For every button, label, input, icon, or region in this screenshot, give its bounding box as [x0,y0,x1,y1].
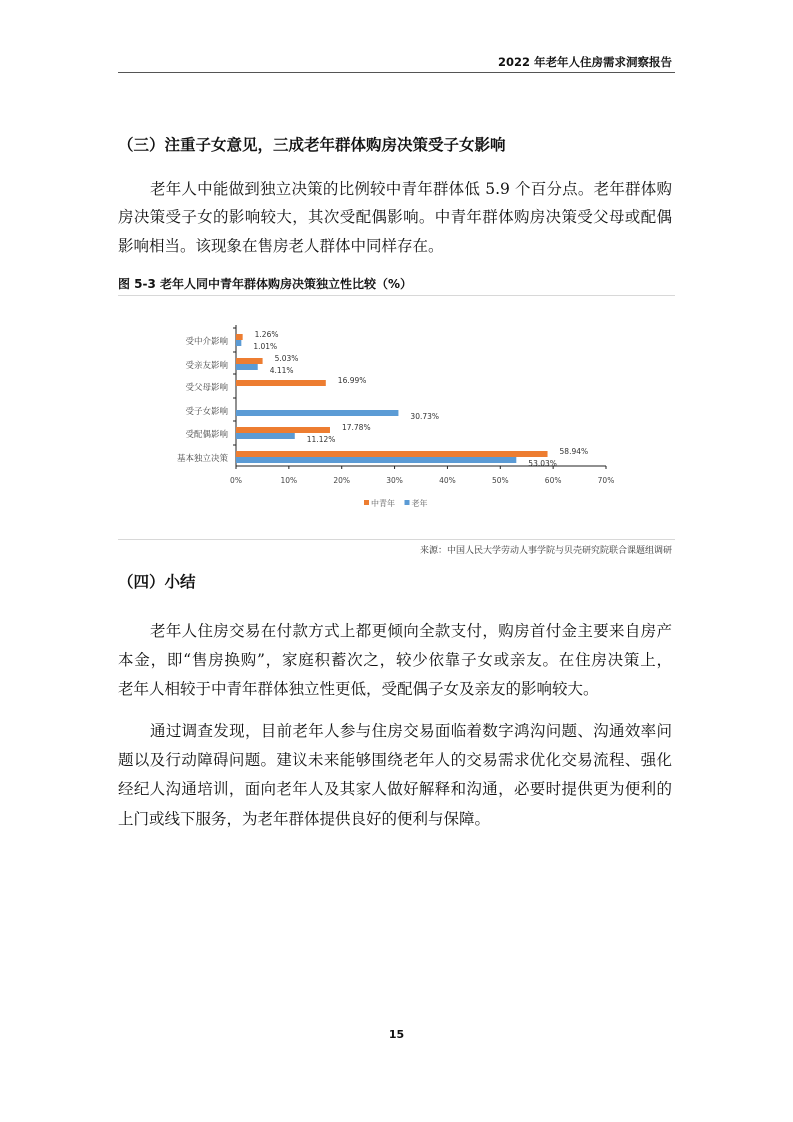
bar-elderly [236,340,241,346]
category-label: 受中介影响 [185,337,228,347]
bar-elderly [236,410,398,416]
x-tick-label: 70% [597,476,615,485]
category-label: 受亲友影响 [185,361,228,371]
x-tick-label: 50% [491,476,509,485]
x-tick-label: 20% [333,476,351,485]
category-label: 受配偶影响 [185,430,228,440]
data-label: 30.73% [410,412,440,421]
x-tick-label: 0% [230,476,242,485]
paragraph-line: 老年人相较于中青年群体独立性更低，受配偶子女及亲友的影响较大。 [118,680,599,698]
x-tick-label: 60% [544,476,562,485]
bar-elderly [236,457,516,463]
category-label: 受父母影响 [185,383,228,393]
data-label: 17.78% [341,423,371,432]
data-label: 11.12% [306,435,336,444]
figure-top-rule [118,295,675,296]
bar-chart [160,320,620,520]
paragraph-line: 本金，即“售房换购”，家庭积蓄次之，较少依靠子女或亲友。在住房决策上， [118,651,672,669]
data-label: 58.94% [559,447,589,456]
paragraph-line: 题以及行动障碍问题。建议未来能够围绕老年人的交易需求优化交易流程、强化 [118,751,672,769]
section-heading: （四）小结 [118,573,196,591]
bar-middle-aged [236,451,548,457]
running-header: 2022 年老年人住房需求洞察报告 [497,55,672,69]
data-label: 4.11% [269,366,294,375]
bar-middle-aged [236,427,330,433]
category-label: 基本独立决策 [176,454,228,464]
header-rule [118,72,675,73]
figure-caption: 图 5-3 老年人同中青年群体购房决策独立性比较（%） [118,277,413,291]
legend-swatch [405,500,410,505]
paragraph-line: 房决策受子女的影响较大，其次受配偶影响。中青年群体购房决策受父母或配偶 [118,208,672,226]
legend-swatch [364,500,369,505]
x-tick-label: 10% [280,476,298,485]
paragraph-line: 老年人中能做到独立决策的比例较中青年群体低 5.9 个百分点。老年群体购 [150,180,672,198]
figure-bottom-rule [118,539,675,540]
bar-middle-aged [236,358,263,364]
bar-middle-aged [236,334,243,340]
data-label: 5.03% [274,354,299,363]
paragraph-line: 通过调查发现，目前老年人参与住房交易面临着数字鸿沟问题、沟通效率问 [150,722,672,740]
page-number: 15 [388,1028,405,1041]
paragraph-line: 老年人住房交易在付款方式上都更倾向全款支付，购房首付金主要来自房产 [150,622,672,640]
bar-elderly [236,364,258,370]
data-label: 1.01% [253,342,278,351]
data-label: 53.03% [528,459,557,468]
section-heading: （三）注重子女意见，三成老年群体购房决策受子女影响 [118,136,506,154]
data-label: 1.26% [254,330,279,339]
legend-label: 中青年 [371,499,395,508]
legend-label: 老年 [411,499,428,508]
x-tick-label: 40% [439,476,456,485]
paragraph-line: 经纪人沟通培训，面向老年人及其家人做好解释和沟通，必要时提供更为便利的 [118,780,672,798]
bar-elderly [236,433,295,439]
bar-middle-aged [236,380,326,386]
paragraph-line: 影响相当。该现象在售房老人群体中同样存在。 [118,237,444,255]
paragraph-line: 上门或线下服务，为老年群体提供良好的便利与保障。 [118,810,491,828]
data-label: 16.99% [337,376,367,385]
x-tick-label: 30% [386,476,403,485]
category-label: 受子女影响 [185,407,228,417]
figure-source: 来源：中国人民大学劳动人事学院与贝壳研究院联合课题组调研 [419,546,672,556]
